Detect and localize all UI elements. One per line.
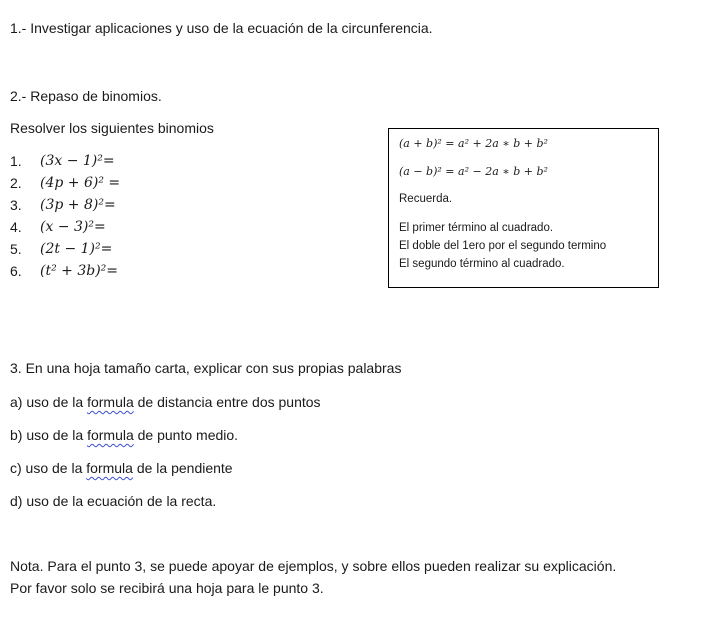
list-item-number: 2. — [10, 175, 22, 191]
binomial-expression: (3x − 1)²= — [40, 153, 115, 169]
sub-item-d: d) uso de la ecuación de la recta. — [10, 493, 217, 509]
list-item-number: 6. — [10, 263, 22, 279]
sub-item-a — [10, 394, 321, 410]
binomial-expression: (3p + 8)²= — [40, 197, 116, 213]
binomial-list — [10, 150, 120, 282]
list-item — [10, 172, 120, 194]
binomial-expression: (x − 3)²= — [40, 219, 106, 235]
list-item — [10, 150, 120, 172]
recuerda-label: Recuerda. — [399, 193, 453, 205]
nota-line-2: Por favor solo se recibirá una hoja para le punto 3. — [10, 580, 324, 596]
sub-item-b-prefix: b) uso de la — [10, 427, 88, 443]
item-1-text: 1.- Investigar aplicaciones y uso de la ecuación de la circunferencia. — [10, 20, 433, 36]
list-item — [10, 260, 120, 282]
list-item-number: 1. — [10, 153, 22, 169]
spellcheck-word: formula — [87, 427, 134, 443]
nota-line-1: Nota. Para el punto 3, se puede apoyar de ejemplos, y sobre ellos pueden realizar su explicación. — [10, 558, 617, 574]
binomial-expression: (4p + 6)² = — [40, 175, 121, 191]
formula-sum-square: (a + b)² = a² + 2a ∗ b + b² — [399, 137, 548, 150]
sub-item-c-prefix: c) uso de la — [10, 460, 87, 476]
binomial-expression: (2t − 1)²= — [40, 241, 113, 257]
list-item-number: 3. — [10, 197, 22, 213]
sub-item-b — [10, 427, 238, 443]
list-item-number: 4. — [10, 219, 22, 235]
rule-2: El doble del 1ero por el segundo termino — [399, 240, 607, 252]
sub-item-c-suffix: de la pendiente — [132, 460, 233, 476]
sub-item-b-suffix: de punto medio. — [133, 427, 239, 443]
item-3-text: 3. En una hoja tamaño carta, explicar con sus propias palabras — [10, 360, 402, 376]
list-item — [10, 216, 120, 238]
rule-3: El segundo término al cuadrado. — [399, 258, 565, 270]
list-item — [10, 238, 120, 260]
list-item — [10, 194, 120, 216]
formula-difference-square: (a − b)² = a² − 2a ∗ b + b² — [399, 165, 548, 178]
resolver-heading: Resolver los siguientes binomios — [10, 120, 214, 136]
reminder-box — [388, 128, 659, 288]
rule-1: El primer término al cuadrado. — [399, 222, 554, 234]
sub-item-c — [10, 460, 233, 476]
sub-item-a-prefix: a) uso de la — [10, 394, 88, 410]
binomial-expression: (t² + 3b)²= — [40, 263, 119, 279]
spellcheck-word: formula — [86, 460, 133, 476]
spellcheck-word: formula — [87, 394, 134, 410]
sub-item-a-suffix: de distancia entre dos puntos — [133, 394, 321, 410]
item-2-title: 2.- Repaso de binomios. — [10, 88, 162, 104]
list-item-number: 5. — [10, 241, 22, 257]
